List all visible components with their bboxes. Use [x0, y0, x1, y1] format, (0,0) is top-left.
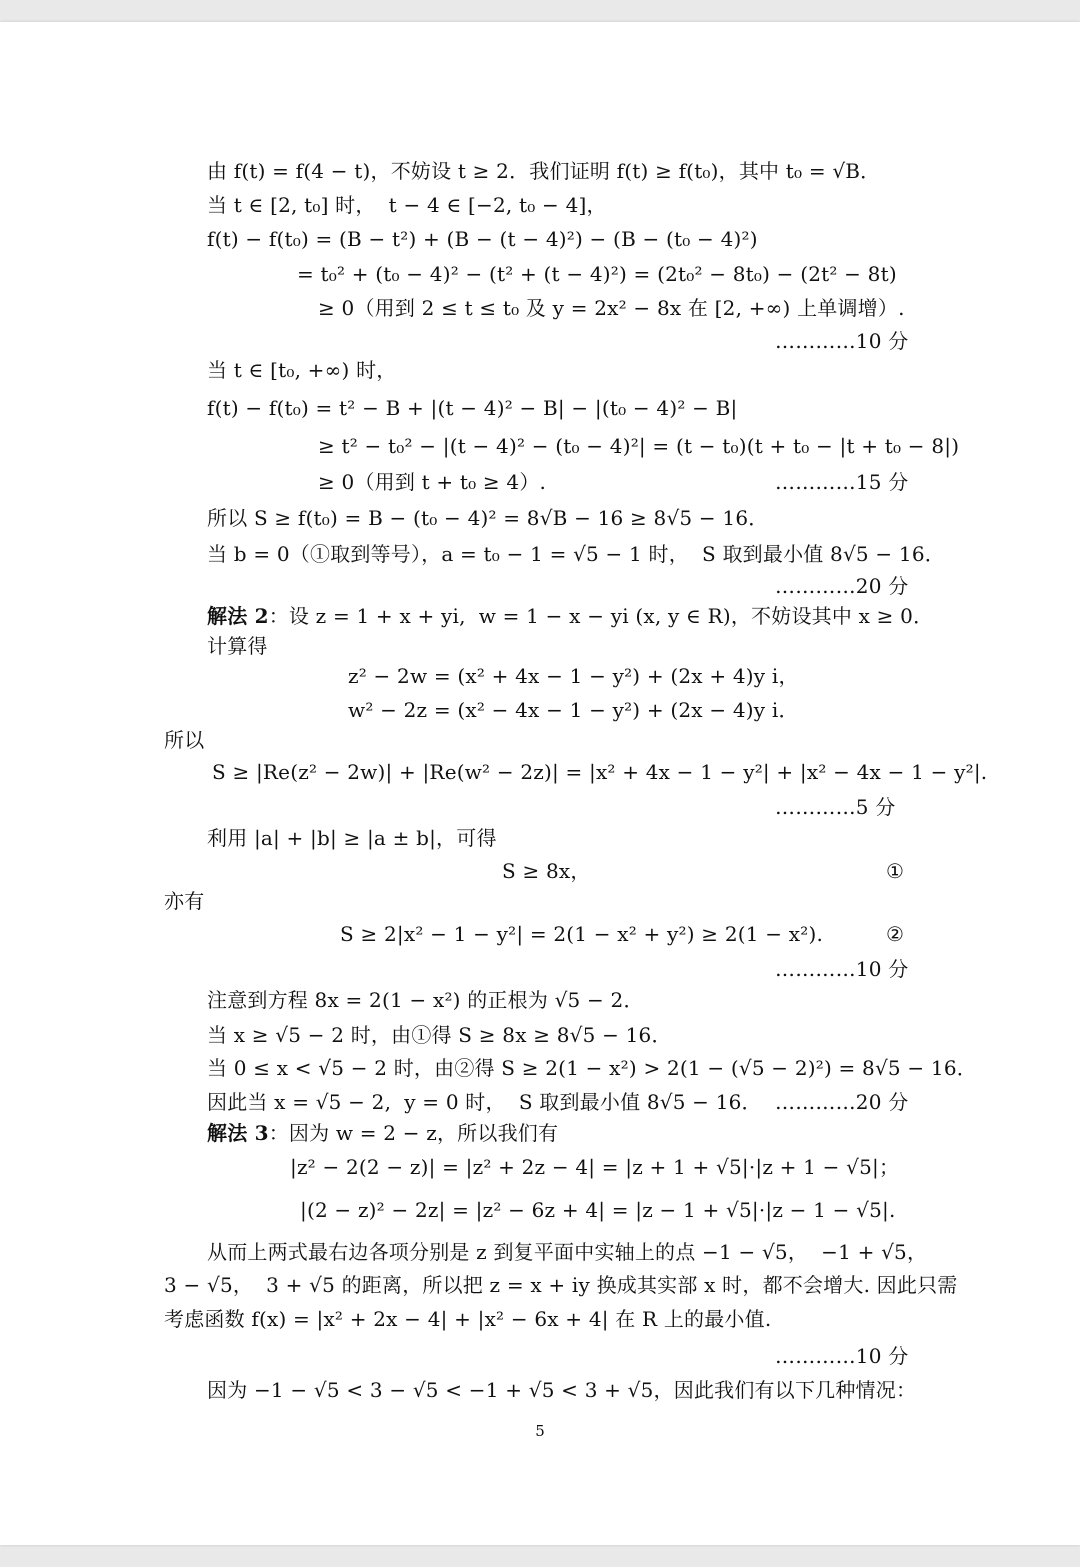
text-line-l30: 当 x ≥ √5 − 2 时，由①得 S ≥ 8x ≥ 8√5 − 16．: [207, 1023, 672, 1047]
text-line-l34: [207, 1120, 558, 1146]
text-line-l05: ≥ 0（用到 2 ≤ t ≤ t₀ 及 y = 2x² − 8x 在 [2, +∞) 上单调增）.: [318, 296, 905, 320]
text-line-l21: …………5 分: [775, 795, 896, 819]
text-line-l07: 当 t ∈ [t₀, +∞) 时，: [207, 358, 397, 382]
text-line-l36: |(2 − z)² − 2z| = |z² − 6z + 4| = |z − 1 + √5|·|z − 1 − √5|.: [300, 1198, 896, 1222]
text-line-l17: z² − 2w = (x² + 4x − 1 − y²) + (2x + 4)y i，: [348, 664, 799, 688]
text-line-l23: S ≥ 8x，: [502, 859, 591, 883]
text-line-l28: …………10 分: [775, 957, 909, 981]
method-heading: 解法 2: [207, 604, 269, 628]
text-line-l09: ≥ t² − t₀² − |(t − 4)² − (t₀ − 4)²| = (t − t₀)(t + t₀ − |t + t₀ − 8|): [318, 434, 960, 458]
method-heading: 解法 3: [207, 1121, 269, 1145]
text-line-l38: 3 − √5， 3 + √5 的距离，所以把 z = x + iy 换成其实部 x 时，都不会增大. 因此只需: [164, 1273, 958, 1297]
text-line-l16: 计算得: [207, 634, 268, 658]
text-line-l37: 从而上两式最右边各项分别是 z 到复平面中实轴上的点 −1 − √5， −1 + √5，: [207, 1240, 928, 1264]
text-line-l27: ②: [886, 922, 905, 946]
text-line-l20: S ≥ |Re(z² − 2w)| + |Re(w² − 2z)| = |x² + 4x − 1 − y²| + |x² − 4x − 1 − y²|.: [212, 760, 988, 784]
page-number: 5: [535, 1422, 545, 1440]
text-line-l25: 亦有: [164, 889, 205, 913]
text-line-l24: ①: [886, 859, 905, 883]
text-line-l10: ≥ 0（用到 t + t₀ ≥ 4）.: [318, 470, 547, 494]
text-line-l12: 所以 S ≥ f(t₀) = B − (t₀ − 4)² = 8√B − 16 ≥ 8√5 − 16．: [207, 506, 769, 530]
text-line-l08: f(t) − f(t₀) = t² − B + |(t − 4)² − B| − |(t₀ − 4)² − B|: [207, 396, 738, 420]
text-line-l32: 因此当 x = √5 − 2, y = 0 时， S 取到最小值 8√5 − 16．: [207, 1090, 762, 1114]
method-text: ：因为 w = 2 − z，所以我们有: [268, 1121, 559, 1145]
text-line-l22: 利用 |a| + |b| ≥ |a ± b|，可得: [207, 826, 497, 850]
text-line-l04: = t₀² + (t₀ − 4)² − (t² + (t − 4)²) = (2t₀² − 8t₀) − (2t² − 8t): [297, 262, 897, 286]
text-line-l40: …………10 分: [775, 1344, 909, 1368]
text-line-l33: …………20 分: [775, 1090, 909, 1114]
text-line-l06: …………10 分: [775, 329, 909, 353]
text-line-l11: …………15 分: [775, 470, 909, 494]
text-line-l29: 注意到方程 8x = 2(1 − x²) 的正根为 √5 − 2．: [207, 988, 644, 1012]
text-line-l18: w² − 2z = (x² − 4x − 1 − y²) + (2x − 4)y i．: [348, 698, 799, 722]
text-line-l02: 当 t ∈ [2, t₀] 时， t − 4 ∈ [−2, t₀ − 4]，: [207, 193, 607, 217]
text-line-l03: f(t) − f(t₀) = (B − t²) + (B − (t − 4)²) − (B − (t₀ − 4)²): [207, 227, 758, 251]
text-line-l19: 所以: [164, 728, 205, 752]
text-line-l26: S ≥ 2|x² − 1 − y²| = 2(1 − x² + y²) ≥ 2(1 − x²).: [340, 922, 823, 946]
text-line-l39: 考虑函数 f(x) = |x² + 2x − 4| + |x² − 6x + 4| 在 R 上的最小值.: [164, 1307, 772, 1331]
document-page: [0, 22, 1080, 1545]
method-text: ：设 z = 1 + x + yi, w = 1 − x − yi (x, y ∈ R)，不妨设其中 x ≥ 0．: [268, 604, 934, 628]
text-line-l31: 当 0 ≤ x < √5 − 2 时，由②得 S ≥ 2(1 − x²) > 2(1 − (√5 − 2)²) = 8√5 − 16．: [207, 1056, 977, 1080]
text-line-l41: 因为 −1 − √5 < 3 − √5 < −1 + √5 < 3 + √5，因此我们有以下几种情况：: [207, 1378, 917, 1402]
text-line-l35: |z² − 2(2 − z)| = |z² + 2z − 4| = |z + 1 + √5|·|z + 1 − √5|；: [290, 1155, 900, 1179]
text-line-l13: 当 b = 0（①取到等号），a = t₀ − 1 = √5 − 1 时， S 取到最小值 8√5 − 16．: [207, 542, 945, 566]
text-line-l15: [207, 603, 933, 629]
text-line-l01: 由 f(t) = f(4 − t)，不妨设 t ≥ 2．我们证明 f(t) ≥ f(t₀)，其中 t₀ = √B．: [207, 159, 881, 183]
text-line-l14: …………20 分: [775, 574, 909, 598]
